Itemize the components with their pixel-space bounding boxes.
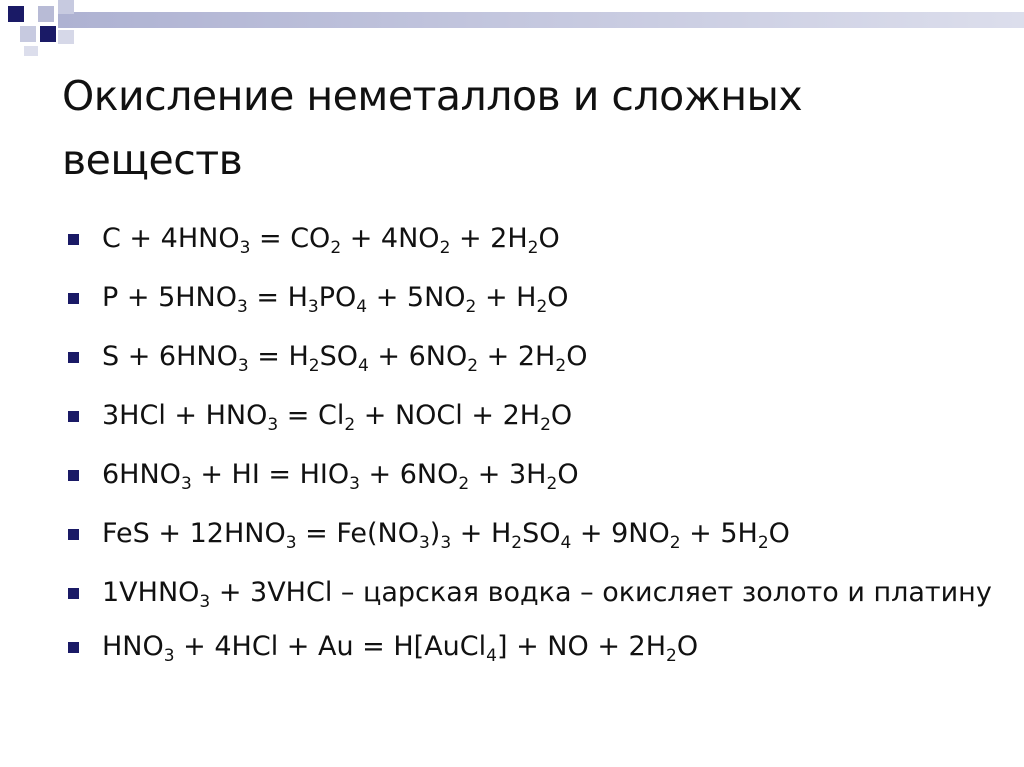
subscript: 2 — [467, 356, 479, 376]
equation-segment: = CO — [250, 223, 331, 254]
equation-segment: + 4NO — [341, 223, 440, 254]
equation-segment: SO — [522, 518, 561, 549]
square-bullet-icon — [68, 411, 79, 422]
subscript: 2 — [669, 533, 681, 553]
slide-title: Окисление неметаллов и сложных веществ — [62, 72, 803, 184]
equation-segment: C + 4HNO — [102, 223, 240, 254]
equation-segment: S + 6HNO — [102, 341, 238, 372]
equation-text — [102, 577, 992, 612]
equation-text — [102, 459, 579, 494]
subscript: 2 — [536, 297, 548, 317]
equation-segment: O — [550, 400, 573, 431]
equation-segment: + 6NO — [368, 341, 468, 372]
subscript: 2 — [465, 297, 477, 317]
equation-item — [62, 458, 992, 492]
equation-text — [102, 223, 560, 258]
equation-item — [62, 517, 992, 551]
equation-segment: ] + NO + 2H — [496, 631, 667, 662]
equation-item — [62, 222, 992, 256]
equation-segment: O — [676, 631, 699, 662]
equation-segment: + H — [451, 518, 512, 549]
subscript: 3 — [237, 356, 249, 376]
subscript: 2 — [757, 533, 769, 553]
subscript: 3 — [199, 592, 211, 612]
equation-list — [62, 222, 992, 689]
equation-segment: O — [557, 459, 579, 490]
square-bullet-icon — [68, 234, 79, 245]
equation-segment: + NOCl + 2H — [355, 400, 541, 431]
equation-segment: + 6NO — [359, 459, 459, 490]
equation-segment: = H — [248, 341, 309, 372]
equation-segment: O — [538, 223, 560, 254]
equation-segment: = H — [247, 282, 308, 313]
subscript: 4 — [356, 297, 368, 317]
equation-segment: + 3H — [469, 459, 547, 490]
equation-text — [102, 400, 573, 435]
subscript: 3 — [418, 533, 430, 553]
subscript: 2 — [555, 356, 567, 376]
subscript: 3 — [163, 646, 175, 666]
equation-segment: + HI = HIO — [191, 459, 350, 490]
subscript: 4 — [486, 646, 497, 666]
equation-segment: P + 5HNO — [102, 282, 237, 313]
equation-segment: = Fe(NO — [296, 518, 419, 549]
subscript: 3 — [307, 297, 319, 317]
equation-segment: + 4HCl + Au = H[AuCl — [174, 631, 487, 662]
square-bullet-icon — [68, 352, 79, 363]
equation-segment: SO — [319, 341, 358, 372]
subscript: 2 — [439, 238, 451, 258]
subscript: 3 — [349, 474, 360, 494]
equation-text — [102, 518, 790, 553]
equation-segment: + 2H — [478, 341, 556, 372]
equation-text — [102, 341, 588, 376]
equation-segment: = Cl — [278, 400, 345, 431]
equation-segment: O — [547, 282, 569, 313]
equation-segment: 3HCl + HNO — [102, 400, 268, 431]
equation-segment: + 2H — [450, 223, 528, 254]
subscript: 2 — [540, 415, 551, 435]
equation-segment: PO — [318, 282, 357, 313]
equation-segment: O — [566, 341, 588, 372]
equation-item — [62, 576, 992, 610]
subscript: 4 — [560, 533, 572, 553]
equation-item — [62, 399, 992, 433]
square-bullet-icon — [68, 642, 79, 653]
subscript: 3 — [285, 533, 297, 553]
equation-segment: + 3VHCl – царская водка – окисляет золото и платину — [210, 577, 992, 608]
equation-segment: 6HNO — [102, 459, 181, 490]
subscript: 2 — [511, 533, 523, 553]
subscript: 3 — [440, 533, 452, 553]
subscript: 2 — [666, 646, 677, 666]
equation-segment: HNO — [102, 631, 164, 662]
equation-text — [102, 631, 699, 666]
subscript: 3 — [239, 238, 251, 258]
decor-band — [0, 0, 1024, 60]
equation-segment: + 5NO — [367, 282, 466, 313]
equation-item — [62, 340, 992, 374]
subscript: 3 — [180, 474, 192, 494]
square-bullet-icon — [68, 470, 79, 481]
equation-segment: O — [768, 518, 790, 549]
square-bullet-icon — [68, 588, 79, 599]
equation-segment: FeS + 12HNO — [102, 518, 286, 549]
subscript: 2 — [527, 238, 539, 258]
subscript: 3 — [237, 297, 248, 317]
subscript: 2 — [458, 474, 470, 494]
subscript: 2 — [344, 415, 356, 435]
equation-text — [102, 282, 569, 317]
subscript: 3 — [267, 415, 279, 435]
equation-segment: 1VHNO — [102, 577, 200, 608]
slide-decoration — [0, 0, 1024, 60]
subscript: 4 — [358, 356, 369, 376]
equation-segment: ) — [429, 518, 441, 549]
subscript: 2 — [330, 238, 342, 258]
equation-item — [62, 630, 992, 664]
equation-segment: + 9NO — [571, 518, 670, 549]
square-bullet-icon — [68, 529, 79, 540]
equation-item — [62, 281, 992, 315]
subscript: 2 — [546, 474, 558, 494]
square-bullet-icon — [68, 293, 79, 304]
equation-segment: + H — [476, 282, 537, 313]
subscript: 2 — [308, 356, 320, 376]
equation-segment: + 5H — [680, 518, 758, 549]
